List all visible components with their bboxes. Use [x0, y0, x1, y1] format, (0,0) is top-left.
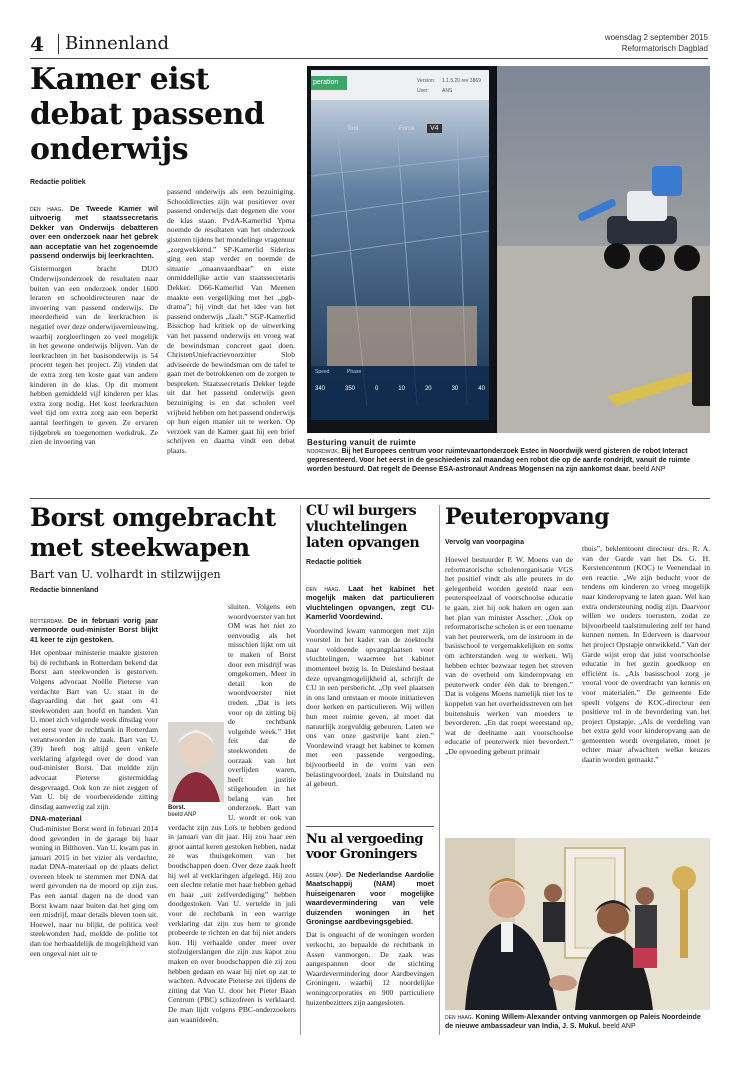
- photo-credit: beeld ANP: [168, 811, 197, 818]
- scale-tick: 30: [451, 386, 459, 392]
- section-divider: [30, 498, 710, 499]
- screen-scale: [315, 386, 485, 392]
- robot-photo-illustration: [307, 66, 710, 433]
- caption-bold: Koning Willem-Alexander ontving vanmorgen op Paleis Noordeinde de nieuwe ambassadeur van India, J. S. Mukul.: [445, 1014, 701, 1030]
- headline-line: Nu al vergoeding: [306, 832, 424, 847]
- dateline: assen (anp).: [306, 870, 344, 879]
- masthead-info: [605, 32, 708, 54]
- headline-line: Borst omgebracht: [30, 503, 276, 532]
- body-text: Oud-minister Borst werd in februari 2014 dood gevonden in de garage bij haar woning in Bilthoven. Van U. kwam pas in januari 2015 in het vizier als verdachte, nadat DNA-materiaal op de plaats delict overeen bleek te stemmen met DNA dat werd gevonden na de moord op zijn zus. Pas een aantal dagen na de dood van Borst kwam naar buiten dat het ging om een misdrijf, maar details bleven toen uit. Hoewel, naar nu blijkt, de politica veel steekwonden had, meldde de politie tot dan toe herhaaldelijk de mogelijkheid van een ongeval niet uit te: [30, 823, 158, 958]
- lead-text: Laat het kabinet het mogelijk maken dat particulieren vluchtelingen opvangen, zegt CU-Kamerlid Voordewind.: [306, 584, 434, 622]
- scale-tick: 20: [424, 386, 432, 392]
- headline-line: met steekwapen: [30, 533, 250, 562]
- screen-force-label: Force: [399, 126, 415, 132]
- issue-date: woensdag 2 september 2015: [604, 33, 708, 42]
- borst-photo: [168, 722, 224, 820]
- lead-paragraph: [30, 204, 158, 260]
- photo-credit: beeld ANP: [632, 466, 666, 473]
- screen-operation-tab: peration: [313, 79, 339, 86]
- screen-phase-label: Phase: [347, 369, 362, 375]
- article-cu: [306, 503, 434, 566]
- lead-paragraph: [306, 870, 434, 926]
- headline-line: CU wil burgers: [306, 503, 417, 519]
- article-peuteropvang-col1: [445, 555, 573, 817]
- lead-text: De Tweede Kamer wil uitvoerig met staatssecretaris Dekker van Onderwijs debatteren over een onderzoek naar het gebrek aan acceptatie van het zogenoemde passend onderwijs bij leerkrachten.: [30, 204, 158, 261]
- headline-line: Kamer eist: [30, 62, 209, 97]
- caption-title: Besturing vanuit de ruimte: [307, 438, 417, 447]
- dateline: rotterdam.: [30, 616, 64, 625]
- column-divider: [439, 505, 440, 1035]
- byline: Redactie politiek: [30, 179, 86, 186]
- king-photo-illustration: [445, 838, 710, 1010]
- lead-paragraph: [306, 584, 434, 622]
- headline-line: vluchtelingen: [306, 519, 407, 535]
- scale-tick: 40: [478, 386, 485, 392]
- headline-line: voor Groningers: [306, 847, 417, 862]
- byline: Vervolg van voorpagina: [445, 539, 524, 546]
- article-borst: [30, 503, 295, 594]
- byline: Redactie politiek: [306, 559, 362, 566]
- photo-credit: beeld ANP: [602, 1023, 636, 1030]
- scale-tick: 0: [374, 386, 379, 392]
- article-peuteropvang-col2: [582, 544, 710, 817]
- body-text: Het openbaar ministerie maakte gisteren bij de rechtbank in Rotterdam bekend dat Borst aan steekwonden is gestorven. Volgens advocaat Noëlle Pieterse van verdachte Bart van U. staat in de dagvaarding dat het gaat om 41 steekwonden aan hoofd en handen. Van U. moet zich volgende week dinsdag voor het eerst voor de rechtbank in Rotterdam verantwoorden in de zaak. Bart van U. (39) heeft nog altijd geen enkele verklaring afgelegd over de dood van oud-minister Borst. Dat meldde zijn advocaat Pieterse gistermiddag desgevraagd. Ook kon ze niet zeggen of Van U. bij de voorbereidende zitting dinsdag aanwezig zal zijn.: [30, 648, 158, 811]
- article-kamer-col1: [30, 204, 158, 456]
- screen-version-value: 1.1.5.20 rev 3869: [442, 78, 481, 84]
- screen-speed-label: Speed: [315, 369, 330, 375]
- headline: [306, 503, 434, 551]
- scale-tick: 350: [344, 386, 355, 392]
- photo-robot: [307, 66, 710, 433]
- article-cu-body: [306, 584, 434, 820]
- body-text: passend onderwijs als een bezuiniging. Schooldirecties zijn wat positiever over passend onderwijs dan degenen die voor de klas staan. PvdA-Kamerlid Ypma noemde de resultaten van het onderzoek gisteren tijdens het mondelinge vragenuur „zorgwekkend.” SP-Kamerlid Siderius ging een stap verder en noemde de situatie „onaanvaardbaar” en eiste onmiddellijke actie van staatssecretaris Dekker. D66-Kamerlid Van Meenen maakte een vergelijking met het „pgb-drama”; hij vindt dat het idee van het passend onderwijs „faalt.” SGP-Kamerlid Bisschop had kritiek op de uitwerking van het passend onderwijs en vroeg wat de bewindsman concreet gaat doen. ChristenUniefractievoorzitter Slob adviseerde de bewindsman om de tafel te gaan met de betrokkenen om de zorgen te bespreken. Staatssecretaris Dekker legde uit dat het passend onderwijs geen bezuiniging is en dat scholen veel vrijheid hebben om het passend onderwijs op hun eigen manier uit te werken. Op verzoek van de Kamer gaat hij een brief schrijven en daarna vindt een debat plaats.: [167, 187, 295, 455]
- byline: Redactie binnenland: [30, 587, 99, 594]
- caption-name: Borst.: [168, 804, 186, 811]
- headline-line: debat passend: [30, 97, 265, 132]
- borst-photo-caption: [168, 805, 224, 819]
- scale-tick: 340: [315, 386, 326, 392]
- caption-bold: Bij het Europees centrum voor ruimtevaartonderzoek Estec in Noordwijk werd gisteren de robot Interact gepresenteerd. Voor het eerst in de geschiedenis zal maandag een robot die op de aarde rondrijdt, vanuit de ruimte worden bestuurd. Dat regelt de Deense ESA-astronaut Andreas Mogensen na zijn aankomst daar.: [307, 448, 691, 473]
- header-rule: [30, 58, 708, 59]
- headline: [30, 503, 295, 563]
- body-text: sluiten. Volgens een woordvoerster van het OM was het niet zo eenvoudig als het misschien lijkt om uit te maken of Borst door een misdrijf was omgekomen. Meer in detail kon de woordvoerster niet treden. „Dat is iets voor op de zitting bij de rechtbank volgende week.” Het feit dat de steekwonden de oorzaak van het overlijden waren, heeft justitie stilgehouden in het belang van het onderzoek. Bart van U. wordt er ook van verdacht zijn zus Loïs te hebben gedood in januari van dit jaar. Hij zou haar een groot aantal keren gestoken hebben, nadat ze was thuisgekomen van het boodschappen doen. Over deze zaak heeft hij wel al verklaringen afgelegd. Hij zou een slechte relatie met haar hebben gehad en haar „uit zelfverdediging” hebben doodgestoken. Van U. vertelde in juli voor de rechtbank in een warrige verklaring dat zijn zus hem te gronde probeerde te richten en dat hij niet anders kon. Hij verhaalde onder meer over stofzuigerslangen die zijn zus kapot zou maken en over boodschappen die zij zou hebben gedaan en waar hij niet op zat te wachten. Advocate Pieterse zei tijdens de zitting dat Van U. door het Pieter Baan Centrum (PBC) schizofreen is verklaard. De man lijdt volgens PBC-onderzoekers aan waanideeën.: [168, 602, 296, 1024]
- portrait-illustration: [168, 722, 224, 802]
- caption-dateline: noordwijk.: [307, 448, 340, 455]
- screen-v4-label: V4: [427, 124, 442, 133]
- lead-text: De Nederlandse Aardolie Maatschappij (NAM) moet huiseigenaren voor mogelijke waardevermindering van vele duizenden woningen in het Groningse aardbevingsgebied.: [306, 870, 434, 927]
- photo-king-caption: [445, 1013, 710, 1031]
- photo-robot-caption: [307, 438, 710, 474]
- article-kamer-col2: [167, 187, 295, 455]
- body-text: Voordewind kwam vanmorgen met zijn voorstel in het kader van de zoektocht naar voldoende opvangplaatsen voor vluchtelingen, waarmee het kabinet momenteel bezig is. In Duitsland bestaat deze opvangmogelijkheid al, schrijft de CU in een persbericht. „Op veel plaatsen in ons land ontstaan er mooie initiatieven door kerken en particulieren. Wij willen hun meer ruimte geven, al moet dat natuurlijk zorgvuldig gebeuren. Laten we ons van onze gastvrije kant zien.” Voordewind vraagt het kabinet te komen met een passende vergoeding, bijvoorbeeld in de vorm van een belastingvoordeel, zoals in Duitsland nu al gebeurt.: [306, 625, 434, 789]
- headline-line: laten opvangen: [306, 535, 420, 551]
- article-groningen-body: [306, 870, 434, 1036]
- screen-tool-label: Tool: [347, 126, 359, 132]
- body-text: Hoewel bestuurder P. W. Moens van de reformatorische scholenorganisatie VGS het positief vindt als alle peuters in de gelegenheid worden gesteld naar een peuterspeelzaal of voorschoolse educatie te gaan, ziet hij ook haken en ogen aan het plan van minister Asscher. „Ook op reformatorische scholen is er een toename van het peuterwerk, om de instroom in de basisschool te vergemakkelijken en soms om achterstanden weg te werken. Wij hebben echter bezwaar tegen het streven van de overheid om kinderopvang en peuterwerk onder één dak te brengen.” Dat is volgens Moens namelijk niet los te koppelen van het overheidsstreven om het buitenshuis werken van moeders te bevorderen. „En dat roept weerstand op, wat de deelname aan voorschoolse educatie of peuterwerk niet bevordert.” „De opvoeding gebeurt primair: [445, 555, 573, 756]
- dateline: den haag.: [30, 204, 64, 213]
- photo-king: [445, 838, 710, 1010]
- screen-user-label: User:: [417, 88, 429, 94]
- caption-dateline: den haag.: [445, 1014, 474, 1021]
- headline: [30, 62, 298, 167]
- screen-version-label: Version:: [417, 78, 436, 84]
- paper-name: Reformatorisch Dagblad: [621, 44, 708, 53]
- article-divider: [306, 826, 434, 827]
- headline: [306, 832, 434, 862]
- caption-text: [307, 447, 710, 474]
- article-borst-col1: [30, 616, 158, 1036]
- subhead: DNA-materiaal: [30, 814, 82, 824]
- article-peuteropvang: [445, 503, 710, 546]
- lead-paragraph: [30, 616, 158, 644]
- section-name: Binnenland: [58, 34, 169, 54]
- headline-line: onderwijs: [30, 132, 189, 167]
- body-text: Dat is ongeacht of de woningen worden verkocht, zo bepaalde de rechtbank in Assen vanmorgen. De zaak was aangespannen door de stichting Waardevermindering door Aardbevingen Groningen, waarbij 12 noordelijke woningcorporaties en 900 particuliere huizenbezitters zijn aangesloten.: [306, 930, 434, 1007]
- body-text: Gistermorgen bracht DUO Onderwijsonderzoek de resultaten naar buiten van een onderzoek onder 1600 leraren en schooldirecteuren naar de invoering van passend onderwijs. De meerderheid van de leerkrachten is negatief over deze onderwijsvernieuwing, waarbij zorgleerlingen zo veel mogelijk in het gewone onderwijs blijven. Van de leerkrachten in het basisonderwijs is 54 procent tegen het project. Zij vinden dat de extra zorg ten koste gaat van andere kinderen in de klas. Op dit moment hebben gemiddeld vijf kinderen per klas extra zorg nodig. Het kost leerkrachten veel tijd om extra zorg aan een beperkt aantal leerlingen te geven. Ze ervaren tijdgebrek en toegenomen werkdruk. Ze zien de invoering van: [30, 264, 158, 447]
- lead-text: De in februari vorig jaar vermoorde oud-minister Borst blijkt 41 keer te zijn gestoken.: [30, 616, 158, 644]
- scale-tick: 10: [398, 386, 405, 392]
- subheadline: Bart van U. volhardt in stilzwijgen: [30, 568, 221, 581]
- headline: Peuteropvang: [445, 504, 610, 530]
- screen-user-value: ANS: [442, 88, 453, 94]
- article-groningen: [306, 832, 434, 862]
- dateline: den haag.: [306, 584, 341, 593]
- page-number: 4: [30, 32, 44, 56]
- body-text: thuis”, beklemtoont directeur drs. R. A. van der Garde van het Ds. G. H. Kerstencentrum (KOC) te Veenendaal in een reactie. „We zijn beducht voor de tendens om kinderen zo vroeg mogelijk naar kinderopvang te laten gaan. Wel kan extra ondersteuning nodig zijn. Daarvoor willen we ouders toerusten, zodat ze bijvoorbeeld taalstimulering zelf ter hand kunnen nemen. In Ederveen is daarvoor het project Opstapje ontwikkeld.” Van der Garde wijst erop dat juist voorschoolse educatie in het gezin goedkoop en efficiënt is. „Als basisschool zorg je vooral voor de overdracht van kennis en voor materialen.” De gemeente Ede speelt volgens de KOC-directeur een positieve rol in de bevordering van het project Opstapje. „Als de verdeling van het extra geld voor kinderopvang aan de gemeenten wordt overgelaten, moet je echter maar afwachten welke keuzes daarin worden gemaakt.”: [582, 544, 710, 765]
- article-kamer: [30, 62, 298, 186]
- column-divider: [300, 505, 301, 1035]
- article-borst-col2: [168, 602, 296, 1036]
